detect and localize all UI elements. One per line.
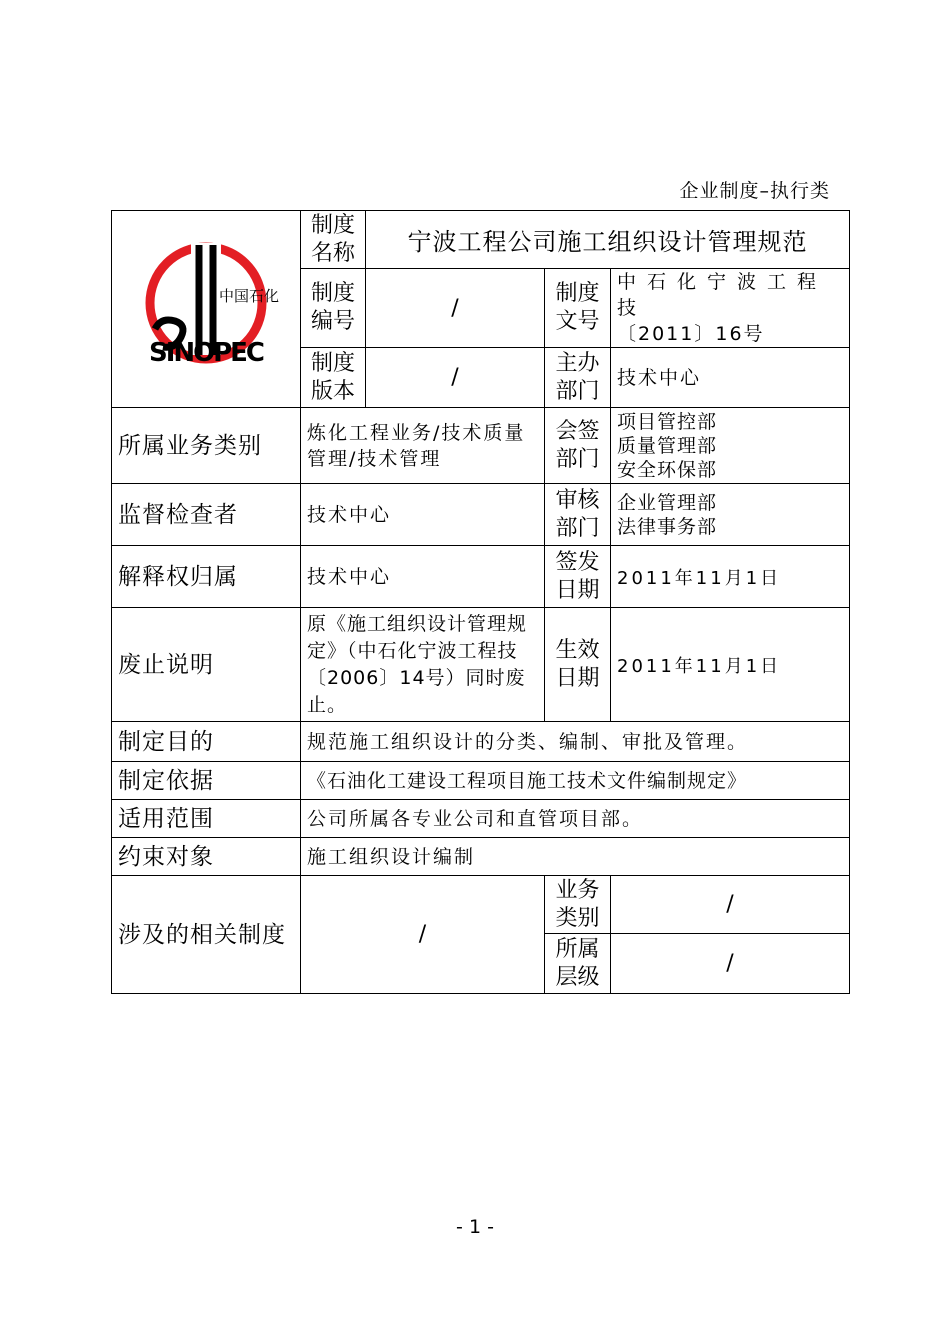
label-biz-category: 业务类别 bbox=[545, 876, 611, 934]
value-cosign-dept bbox=[611, 408, 850, 484]
value-level: / bbox=[611, 934, 850, 994]
logo-chinese-text: 中国石化 bbox=[219, 287, 280, 305]
logo-cell bbox=[112, 211, 301, 408]
label-abolish: 废止说明 bbox=[112, 608, 301, 722]
value-supervisor: 技术中心 bbox=[301, 484, 545, 546]
doc-no-line1: 中石化宁波工程技 bbox=[617, 271, 828, 319]
document-category: 企业制度–执行类 bbox=[679, 180, 830, 202]
value-business-type: 炼化工程业务/技术质量管理/技术管理 bbox=[301, 408, 545, 484]
value-issue-date: 2011年11月1日 bbox=[611, 546, 850, 608]
row-supervisor bbox=[112, 484, 850, 546]
value-related: / bbox=[301, 876, 545, 994]
value-name: 宁波工程公司施工组织设计管理规范 bbox=[366, 211, 850, 269]
value-abolish: 原《施工组织设计管理规定》（中石化宁波工程技〔2006〕14号）同时废止。 bbox=[301, 608, 545, 722]
value-review-dept bbox=[611, 484, 850, 546]
label-constraint: 约束对象 bbox=[112, 838, 301, 876]
label-purpose: 制定目的 bbox=[112, 722, 301, 762]
label-issue-date: 签发日期 bbox=[545, 546, 611, 608]
label-number: 制度编号 bbox=[301, 269, 366, 348]
value-purpose: 规范施工组织设计的分类、编制、审批及管理。 bbox=[301, 722, 850, 762]
sinopec-logo-icon bbox=[141, 237, 280, 377]
value-interpretation: 技术中心 bbox=[301, 546, 545, 608]
review-dept-2: 法律事务部 bbox=[617, 515, 718, 538]
row-abolish bbox=[112, 608, 850, 722]
value-scope: 公司所属各专业公司和直管项目部。 bbox=[301, 800, 850, 838]
label-business-type: 所属业务类别 bbox=[112, 408, 301, 484]
value-basis: 《石油化工建设工程项目施工技术文件编制规定》 bbox=[301, 762, 850, 800]
label-related: 涉及的相关制度 bbox=[112, 876, 301, 994]
cosign-dept-2: 质量管理部 bbox=[617, 434, 718, 457]
row-name bbox=[112, 211, 850, 269]
regulation-info-table bbox=[111, 210, 850, 994]
value-host-dept: 技术中心 bbox=[611, 348, 850, 408]
review-dept-1: 企业管理部 bbox=[617, 491, 718, 514]
row-constraint bbox=[112, 838, 850, 876]
label-scope: 适用范围 bbox=[112, 800, 301, 838]
row-business-type bbox=[112, 408, 850, 484]
logo-brand-text: SINOPEC bbox=[149, 338, 265, 368]
row-basis bbox=[112, 762, 850, 800]
label-interpretation: 解释权归属 bbox=[112, 546, 301, 608]
page-number: - 1 - bbox=[456, 1216, 494, 1238]
value-effective-date: 2011年11月1日 bbox=[611, 608, 850, 722]
doc-no-line2: 〔2011〕16号 bbox=[617, 323, 765, 345]
value-constraint: 施工组织设计编制 bbox=[301, 838, 850, 876]
label-effective-date: 生效日期 bbox=[545, 608, 611, 722]
label-version: 制度版本 bbox=[301, 348, 366, 408]
cosign-dept-3: 安全环保部 bbox=[617, 458, 718, 481]
label-name: 制度名称 bbox=[301, 211, 366, 269]
cosign-dept-1: 项目管控部 bbox=[617, 410, 718, 433]
label-basis: 制定依据 bbox=[112, 762, 301, 800]
value-number: / bbox=[366, 269, 545, 348]
label-supervisor: 监督检查者 bbox=[112, 484, 301, 546]
label-review-dept: 审核部门 bbox=[545, 484, 611, 546]
value-version: / bbox=[366, 348, 545, 408]
row-purpose bbox=[112, 722, 850, 762]
row-scope bbox=[112, 800, 850, 838]
value-biz-category: / bbox=[611, 876, 850, 934]
label-cosign-dept: 会签部门 bbox=[545, 408, 611, 484]
label-host-dept: 主办部门 bbox=[545, 348, 611, 408]
label-level: 所属层级 bbox=[545, 934, 611, 994]
value-doc-no bbox=[611, 269, 850, 348]
row-related-biz bbox=[112, 876, 850, 934]
row-interpretation bbox=[112, 546, 850, 608]
label-doc-no: 制度文号 bbox=[545, 269, 611, 348]
